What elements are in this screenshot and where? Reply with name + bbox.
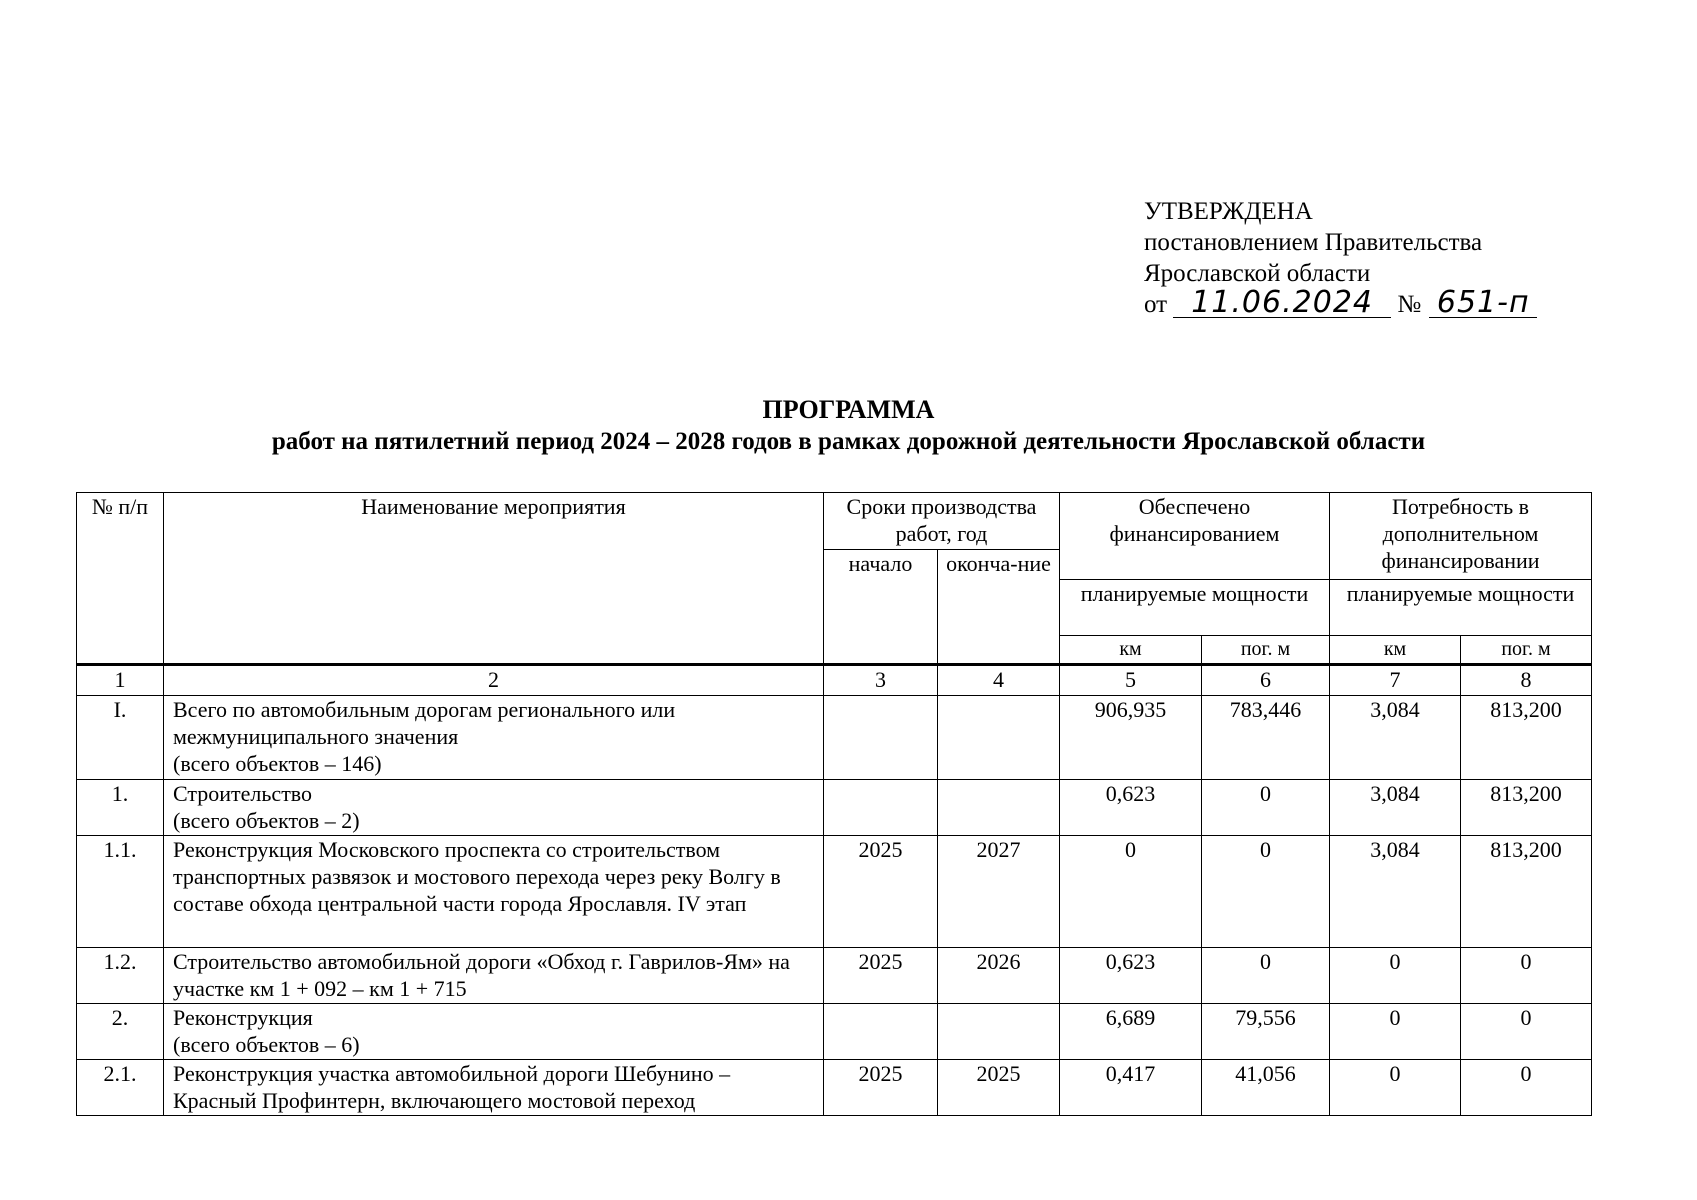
row-km-provided: 0,623 — [1060, 780, 1202, 836]
row-pm-need: 0 — [1461, 948, 1592, 1004]
row-km-provided: 0,417 — [1060, 1060, 1202, 1116]
row-pm-need: 0 — [1461, 1004, 1592, 1060]
row-pm-provided: 783,446 — [1202, 696, 1330, 780]
col-number: 4 — [938, 665, 1060, 696]
number-prefix: № — [1397, 291, 1422, 318]
table-row — [77, 696, 1592, 780]
row-name: Реконструкция Московского проспекта со строительством транспортных развязок и мостового перехода через реку Волгу в составе обхода центральной части города Ярославля. IV этап — [164, 836, 824, 948]
row-number: I. — [77, 696, 164, 780]
row-name: Строительство автомобильной дороги «Обход г. Гаврилов-Ям» на участке км 1 + 092 – км 1 + 715 — [164, 948, 824, 1004]
row-start-year — [824, 696, 938, 780]
table-row — [77, 948, 1592, 1004]
row-number: 2. — [77, 1004, 164, 1060]
program-subtitle: работ на пятилетний период 2024 – 2028 годов в рамках дорожной деятельности Ярославской области — [271, 428, 1426, 455]
header-end: оконча-ние — [938, 550, 1060, 665]
row-km-need: 3,084 — [1330, 780, 1461, 836]
handwritten-number: 651-п — [1429, 289, 1537, 318]
unit-pm-need: пог. м — [1461, 636, 1592, 665]
approval-line-2: Ярославской области — [1144, 260, 1371, 287]
header-name: Наименование мероприятия — [164, 493, 824, 665]
col-number: 8 — [1461, 665, 1592, 696]
approval-stamp — [1144, 196, 1537, 320]
row-number: 1.1. — [77, 836, 164, 948]
col-number: 7 — [1330, 665, 1461, 696]
column-number-row — [77, 665, 1592, 696]
row-km-provided: 906,935 — [1060, 696, 1202, 780]
table-row — [77, 780, 1592, 836]
table-row — [77, 1004, 1592, 1060]
row-km-provided: 0 — [1060, 836, 1202, 948]
header-planned-provided: планируемые мощности — [1060, 580, 1330, 636]
row-pm-provided: 41,056 — [1202, 1060, 1330, 1116]
row-km-provided: 0,623 — [1060, 948, 1202, 1004]
row-pm-provided: 0 — [1202, 836, 1330, 948]
row-start-year: 2025 — [824, 948, 938, 1004]
row-km-need: 3,084 — [1330, 696, 1461, 780]
program-table — [76, 492, 1592, 1116]
row-pm-need: 0 — [1461, 1060, 1592, 1116]
row-pm-need: 813,200 — [1461, 780, 1592, 836]
approval-line-1: постановлением Правительства — [1144, 229, 1483, 256]
header-row-1 — [77, 493, 1592, 550]
table-row — [77, 836, 1592, 948]
row-pm-need: 813,200 — [1461, 836, 1592, 948]
row-end-year — [938, 1004, 1060, 1060]
row-km-need: 3,084 — [1330, 836, 1461, 948]
row-end-year: 2027 — [938, 836, 1060, 948]
row-name: Реконструкция (всего объектов – 6) — [164, 1004, 824, 1060]
row-km-need: 0 — [1330, 1060, 1461, 1116]
header-terms: Сроки производства работ, год — [824, 493, 1060, 550]
row-start-year — [824, 780, 938, 836]
row-end-year: 2025 — [938, 1060, 1060, 1116]
unit-km-provided: км — [1060, 636, 1202, 665]
col-number: 5 — [1060, 665, 1202, 696]
row-start-year — [824, 1004, 938, 1060]
approval-title: УТВЕРЖДЕНА — [1144, 198, 1313, 225]
program-title: ПРОГРАММА — [762, 395, 935, 424]
row-name: Строительство (всего объектов – 2) — [164, 780, 824, 836]
row-number: 2.1. — [77, 1060, 164, 1116]
header-need: Потребность в дополнительном финансировании — [1330, 493, 1592, 580]
approval-date-line — [1144, 285, 1537, 320]
col-number: 6 — [1202, 665, 1330, 696]
unit-km-need: км — [1330, 636, 1461, 665]
row-pm-need: 813,200 — [1461, 696, 1592, 780]
header-planned-need: планируемые мощности — [1330, 580, 1592, 636]
row-pm-provided: 0 — [1202, 948, 1330, 1004]
row-km-provided: 6,689 — [1060, 1004, 1202, 1060]
table-row — [77, 1060, 1592, 1116]
row-km-need: 0 — [1330, 1004, 1461, 1060]
row-km-need: 0 — [1330, 948, 1461, 1004]
row-start-year: 2025 — [824, 1060, 938, 1116]
row-name: Реконструкция участка автомобильной дороги Шебунино – Красный Профинтерн, включающего мостовой переход — [164, 1060, 824, 1116]
row-end-year: 2026 — [938, 948, 1060, 1004]
row-end-year — [938, 696, 1060, 780]
unit-pm-provided: пог. м — [1202, 636, 1330, 665]
row-pm-provided: 79,556 — [1202, 1004, 1330, 1060]
row-number: 1.2. — [77, 948, 164, 1004]
row-number: 1. — [77, 780, 164, 836]
handwritten-date: 11.06.2024 — [1173, 289, 1391, 318]
row-start-year: 2025 — [824, 836, 938, 948]
header-num: № п/п — [77, 493, 164, 665]
col-number: 3 — [824, 665, 938, 696]
col-number: 1 — [77, 665, 164, 696]
header-start: начало — [824, 550, 938, 665]
row-pm-provided: 0 — [1202, 780, 1330, 836]
header-provided: Обеспечено финансированием — [1060, 493, 1330, 580]
col-number: 2 — [164, 665, 824, 696]
row-end-year — [938, 780, 1060, 836]
date-prefix: от — [1144, 291, 1168, 318]
row-name: Всего по автомобильным дорогам регионального или межмуниципального значения (всего объектов – 146) — [164, 696, 824, 780]
